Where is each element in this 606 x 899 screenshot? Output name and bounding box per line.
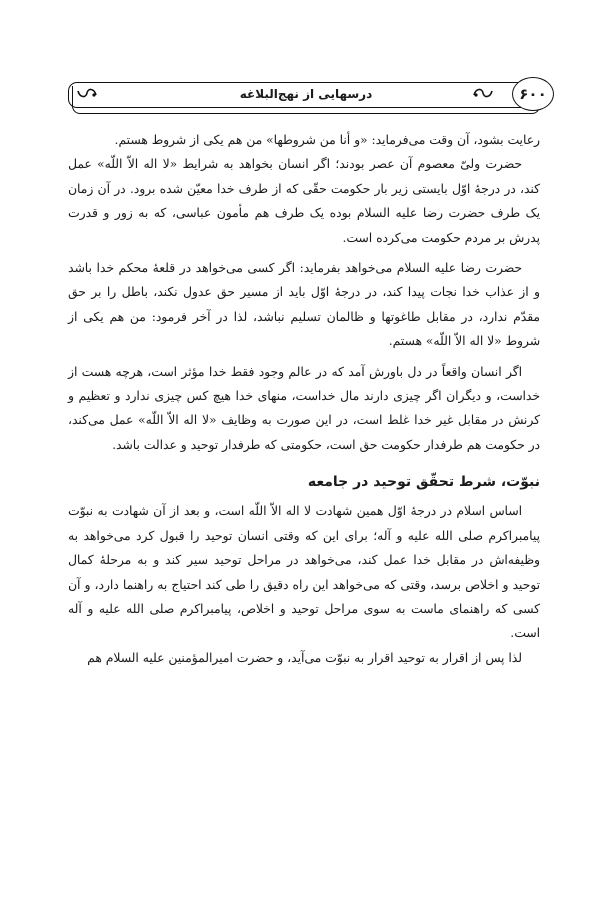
body-paragraph: لذا پس از اقرار به توحید اقرار به نبوّت می‌آید، و حضرت امیرالمؤمنین علیه السلام هم <box>87 650 522 665</box>
page-number: ۶۰۰ <box>519 85 547 103</box>
body-paragraph: اساس اسلام در درجهٔ اوّل همین شهادت لا اله الاّ اللّه است، و بعد از آن شهادت به نبوّت پیامبراکرم صلی الله علیه و آله؛ برای این که وقتی انسان توحید را قبول کرد می‌خواهد به وظیفه‌اش در مقابل خدا عمل کند، می‌خواهد در مراحل توحید سیر کند و به مرحلهٔ کمال توحید و اخلاص برسد، وقتی که می‌خواهد این راه دقیق را طی کند احتیاج به راهنما دارد، و آن کسی که راهنمای ماست به سوی مراحل توحید و اخلاص، پیامبراکرم صلی الله علیه و آله است. <box>68 504 540 641</box>
scroll-ornament-icon <box>472 86 494 100</box>
section-heading: نبوّت، شرط تحقّق توحید در جامعه <box>307 474 540 491</box>
body-paragraph: اگر انسان واقعاً در دل باورش آمد که در عالم وجود فقط خدا مؤثر است، هرچه هست از خداست، و دیگران اگر چیزی دارند مال خداست، منهای خدا هیچ کس چیزی ندارد و تعظیم و کرنش در مقابل غیر خدا غلط است، در این صورت به وظایف «لا اله الاّ اللّه» عمل می‌کند، در حکومت هم طرفدار حکومت حق است، حکومتی که طرفدار توحید و عدالت باشد. <box>68 364 540 452</box>
body-paragraph: رعایت بشود، آن وقت می‌فرماید: «و أنا من شروطها» من هم یکی از شروط هستم. <box>114 133 540 147</box>
body-paragraph: حضرت ولیّ معصوم آن عصر بودند؛ اگر انسان بخواهد به شرایط «لا اله الاّ اللّه» عمل کند، در درجهٔ اوّل بایستی زیر بار حکومت حقّی که از طرف خدا معیّن شده برود. در آن زمان یک طرف حضرت رضا علیه السلام بوده یک طرف هم مأمون عباسی، که به زور و قدرت پدرش بر مردم حکومت می‌کرده است. <box>68 157 540 245</box>
body-paragraph: حضرت رضا علیه السلام می‌خواهد بفرماید: اگر کسی می‌خواهد در قلعهٔ محکم خدا باشد و از عذاب خدا نجات پیدا کند، در درجهٔ اوّل باید از مسیر حق عدول نکند، باطل را بر حق مقدّم ندارد، در مقابل طاغوتها و ظالمان تسلیم نباشد، لذا در آخر فرمود: من هم یکی از شروط «لا اله الاّ اللّه» هستم. <box>68 261 540 349</box>
scroll-ornament-icon <box>76 86 98 100</box>
page-body <box>68 128 540 670</box>
running-header <box>68 79 547 113</box>
running-title: درسهایی از نهج‌البلاغه <box>239 87 373 101</box>
